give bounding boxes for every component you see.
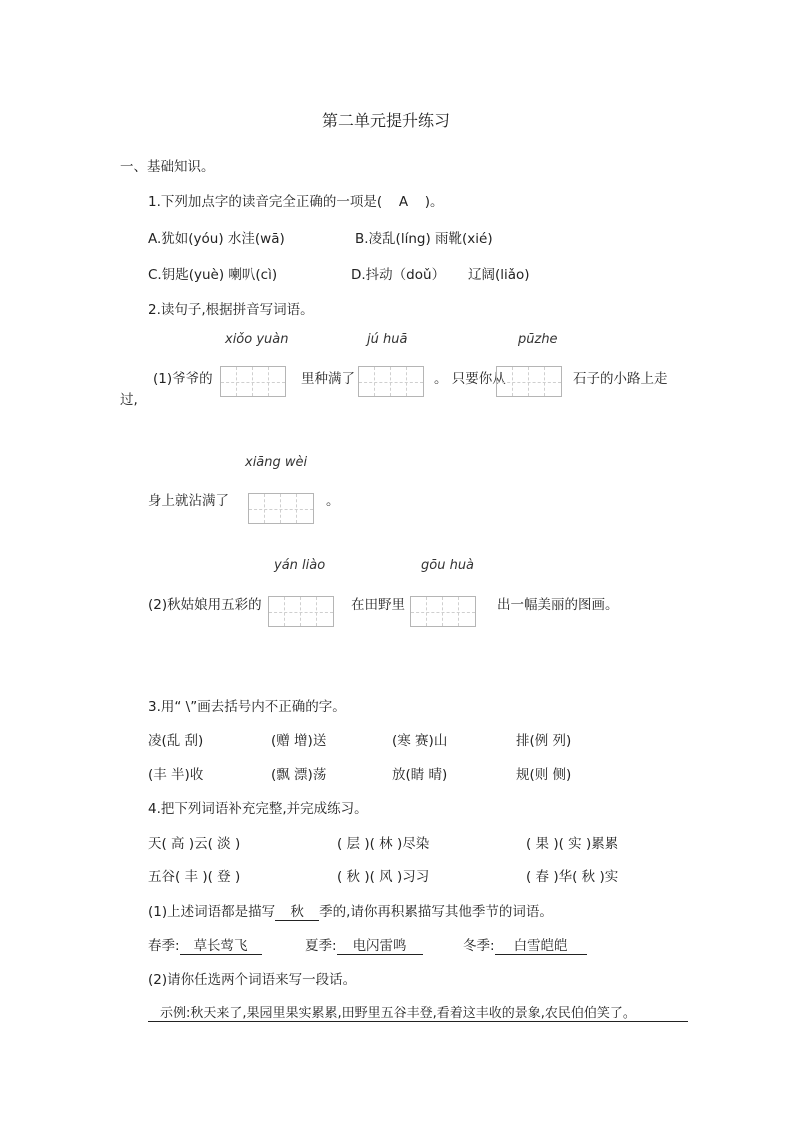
summer-answer: 电闪雷鸣 [337,934,423,955]
q3-row2-item2: (飘 漂)荡 [271,767,327,783]
pinyin-puzhe: pūzhe [518,332,558,347]
pinyin-juhua: jú huā [367,332,408,347]
spring-words [148,934,262,955]
section-heading: 一、基础知识。 [120,159,215,175]
q4-sub1-text-a: (1)上述词语都是描写 [148,904,276,920]
q1-stem-text: 1.下列加点字的读音完全正确的一项是( [148,194,383,210]
q1-option-a: A.犹如(yóu) 水洼(wā) [148,231,285,247]
q3-row2-item1: (丰 半)收 [148,767,204,783]
q3-row1-item3: (寒 赛)山 [392,733,448,749]
q1-option-c: C.钥匙(yuè) 喇叭(cì) [148,267,278,283]
q2-sentence1-part7: 。 [326,493,340,509]
q1-stem-end: )。 [424,194,444,210]
q3-row1-item1: 凌(乱 刮) [148,733,204,749]
q3-row1-item2: (赠 增)送 [271,733,327,749]
q4-sub2: (2)请你任选两个词语来写一段话。 [148,972,357,988]
q4-row2-item3: ( 春 )华( 秋 )实 [526,869,619,885]
spring-label: 春季: [148,938,180,954]
q4-row1-item3: ( 果 )( 实 )累累 [526,836,619,852]
q2-sentence1-part2: 里种满了 [301,371,355,387]
q3-row2-item4: 规(则 侧) [516,767,572,783]
pinyin-yanliao: yán liào [274,558,326,573]
q2-stem: 2.读句子,根据拼音写词语。 [148,302,314,318]
q1-option-d: D.抖动（doǔ） [351,267,446,283]
winter-answer: 白雪皑皑 [495,934,587,955]
answer-grid-xiaoyuan[interactable] [220,366,286,397]
q4-row2-item2: ( 秋 )( 风 )习习 [337,869,430,885]
winter-label: 冬季: [463,938,495,954]
answer-grid-gouhua[interactable] [410,596,476,627]
pinyin-xiangwei: xiāng wèi [245,455,308,470]
q3-stem: 3.用“ \”画去括号内不正确的字。 [148,699,346,715]
q2-sentence2-part3: 出一幅美丽的图画。 [497,597,619,613]
summer-label: 夏季: [305,938,337,954]
answer-grid-juhua[interactable] [358,366,424,397]
q2-sentence1-part1: (1)爷爷的 [153,371,213,387]
q4-sub1-answer: 秋 [275,900,319,921]
q4-sub1 [148,900,553,921]
q4-sub1-text-b: 季的,请你再积累描写其他季节的词语。 [319,904,553,920]
pinyin-xiaoyuan: xiǒo yuàn [225,332,289,347]
q1-option-b: B.凌乱(líng) 雨靴(xié) [355,231,493,247]
page-title: 第二单元提升练习 [322,111,451,130]
spring-answer: 草长莺飞 [180,934,262,955]
q4-row1-item2: ( 层 )( 林 )尽染 [337,836,430,852]
q4-stem: 4.把下列词语补充完整,并完成练习。 [148,801,368,817]
q4-row2-item1: 五谷( 丰 )( 登 ) [148,869,241,885]
q1-stem [148,190,444,210]
q1-option-d-2: 辽阔(liǎo) [468,267,530,283]
answer-grid-yanliao[interactable] [268,596,334,627]
q4-example-answer: 示例:秋天来了,果园里果实累累,田野里五谷丰登,看着这丰收的景象,农民伯伯笑了。 [148,1002,688,1022]
winter-words [463,934,587,955]
summer-words [305,934,423,955]
q2-sentence1-part6: 身上就沾满了 [148,493,229,509]
q3-row2-item3: 放(睛 晴) [392,767,448,783]
answer-grid-puzhe[interactable] [496,366,562,397]
q2-sentence2-part2: 在田野里 [351,597,405,613]
pinyin-gouhua: gōu huà [421,558,475,573]
q2-sentence2-part1: (2)秋姑娘用五彩的 [148,597,262,613]
q2-sentence1-part4: 石子的小路上走 [573,371,668,387]
q2-sentence1-part3: 。 只要你从 [434,371,506,387]
answer-grid-xiangwei[interactable] [248,493,314,524]
q4-row1-item1: 天( 高 )云( 淡 ) [148,836,241,852]
q2-sentence1-part5: 过, [120,392,138,408]
q3-row1-item4: 排(例 列) [516,733,572,749]
q1-answer: A [398,194,409,210]
